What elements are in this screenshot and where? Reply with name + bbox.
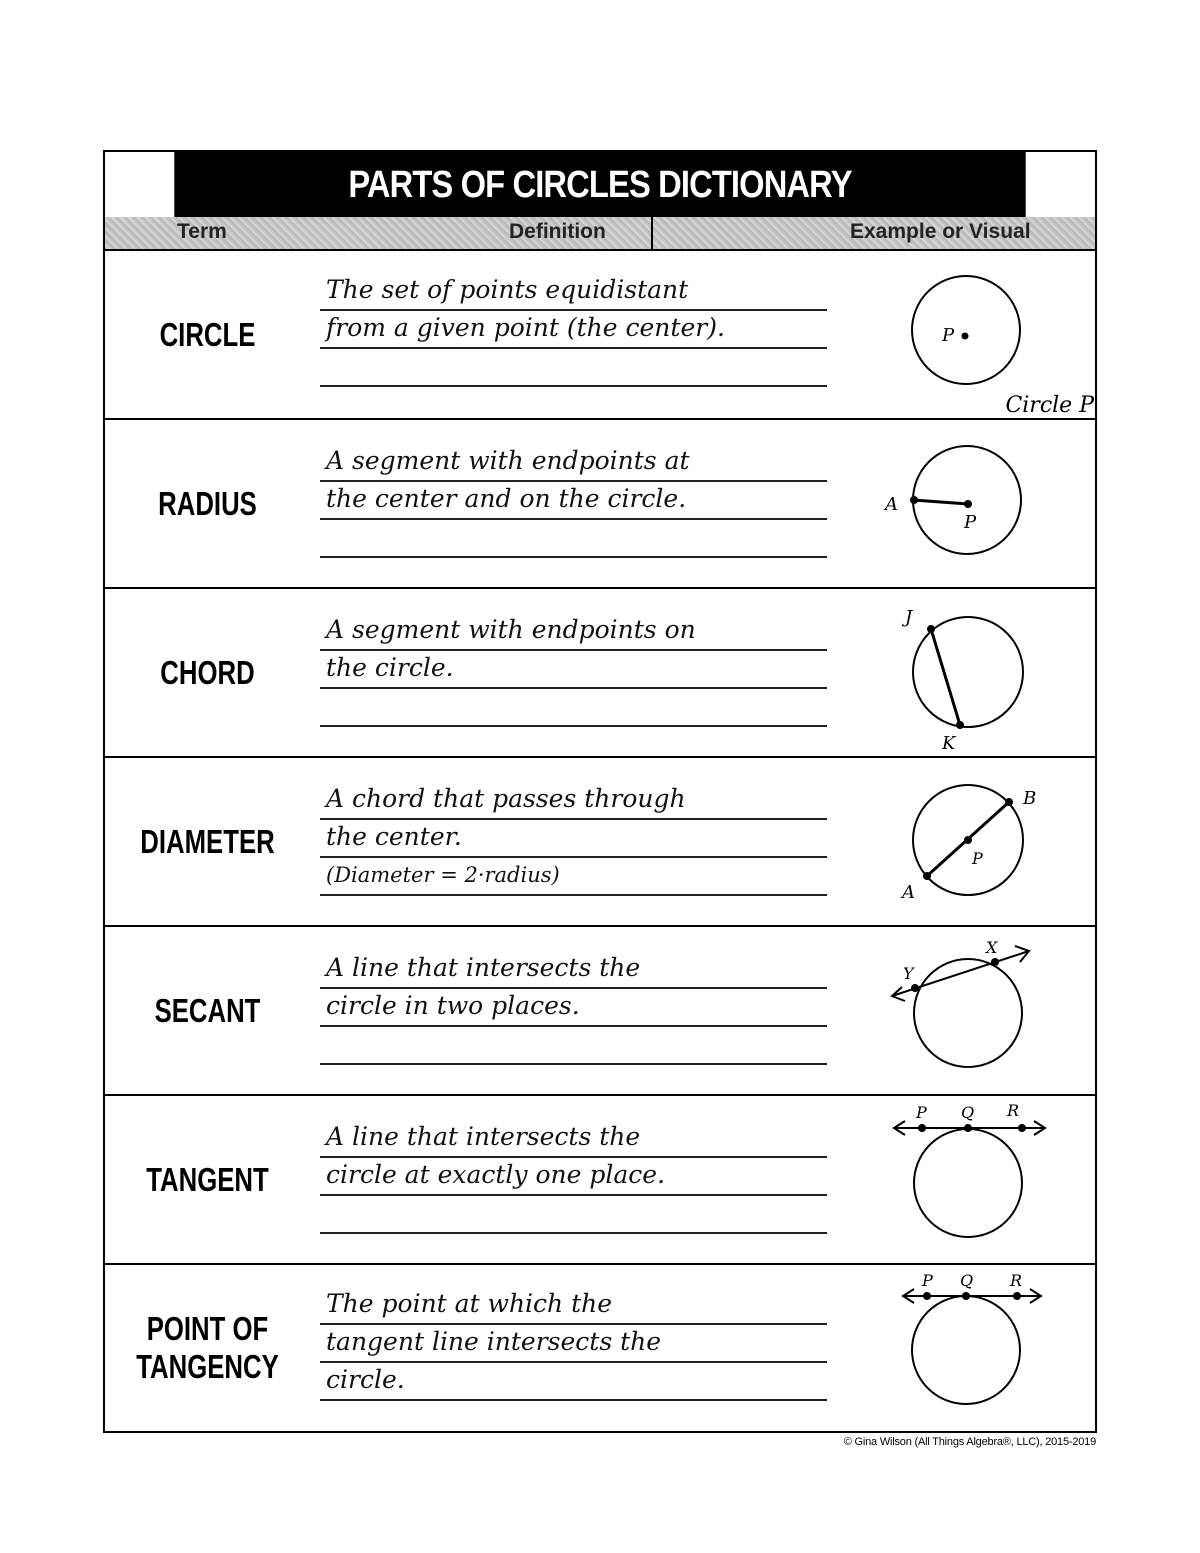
definition-line: A segment with endpoints at	[320, 442, 827, 482]
term-label: SECANT	[154, 991, 261, 1029]
point-label: Y	[903, 964, 914, 983]
definition-line: The set of points equidistant	[320, 271, 827, 311]
point-label: Q	[961, 1103, 975, 1122]
term-label: POINT OF TANGENCY	[136, 1310, 279, 1385]
definition-line: the circle.	[320, 649, 827, 689]
point-label: R	[1007, 1101, 1020, 1120]
diameter-diagram	[865, 758, 1097, 925]
point-label: P	[922, 1271, 933, 1290]
row-point-of-tangency	[105, 1265, 1095, 1431]
header-visual: Example or Visual	[850, 220, 1031, 243]
point-label: A	[902, 882, 915, 903]
definition-line: A line that intersects the	[320, 949, 827, 989]
header-term: Term	[177, 220, 227, 243]
copyright-footer: © Gina Wilson (All Things Algebra®, LLC), 2015-2019	[843, 1436, 1096, 1448]
header-definition: Definition	[509, 220, 606, 243]
page-title: PARTS OF CIRCLES DICTIONARY	[174, 152, 1025, 217]
row-tangent	[105, 1096, 1095, 1265]
definition-line: A line that intersects the	[320, 1118, 827, 1158]
definition-line	[320, 1194, 827, 1234]
term-label: CHORD	[160, 653, 255, 691]
row-circle	[105, 251, 1095, 420]
point-label: R	[1010, 1271, 1023, 1290]
term-label: RADIUS	[158, 484, 257, 522]
definition-line: A segment with endpoints on	[320, 611, 827, 651]
definition-line	[320, 347, 827, 387]
definition-line: circle.	[320, 1361, 827, 1401]
point-label: X	[986, 938, 998, 957]
secant-diagram	[865, 927, 1097, 1094]
dictionary-sheet	[103, 150, 1097, 1433]
chord-diagram	[865, 589, 1097, 756]
point-of-tangency-diagram	[865, 1265, 1097, 1432]
header-divider	[651, 217, 653, 251]
point-label: P	[916, 1103, 927, 1122]
term-label: DIAMETER	[140, 822, 275, 860]
radius-diagram	[865, 420, 1097, 587]
row-chord	[105, 589, 1095, 758]
point-label: B	[1023, 788, 1037, 809]
definition-line	[320, 687, 827, 727]
point-label: P	[964, 512, 977, 533]
definition-line: circle at exactly one place.	[320, 1156, 827, 1196]
tangent-diagram	[865, 1096, 1097, 1263]
row-radius	[105, 420, 1095, 589]
term-label: TANGENT	[146, 1160, 269, 1198]
definition-line	[320, 1025, 827, 1065]
point-label: P	[972, 849, 983, 868]
definition-line	[320, 518, 827, 558]
circle-diagram	[865, 251, 1097, 418]
point-label: A	[885, 494, 898, 515]
definition-line: A chord that passes through	[320, 780, 827, 820]
definition-line: from a given point (the center).	[320, 309, 827, 349]
definition-line: the center.	[320, 818, 827, 858]
row-diameter	[105, 758, 1095, 927]
term-label: CIRCLE	[159, 315, 256, 353]
definition-line: tangent line intersects the	[320, 1323, 827, 1363]
point-label: Q	[960, 1271, 974, 1290]
definition-line: the center and on the circle.	[320, 480, 827, 520]
point-label: K	[942, 733, 956, 754]
column-header-row	[105, 217, 1095, 251]
point-label: P	[942, 325, 955, 346]
row-secant	[105, 927, 1095, 1096]
point-label: J	[905, 607, 913, 628]
definition-line: circle in two places.	[320, 987, 827, 1027]
definition-line: The point at which the	[320, 1285, 827, 1325]
diagram-caption: Circle P	[1005, 393, 1094, 418]
definition-line: (Diameter = 2·radius)	[320, 856, 827, 896]
